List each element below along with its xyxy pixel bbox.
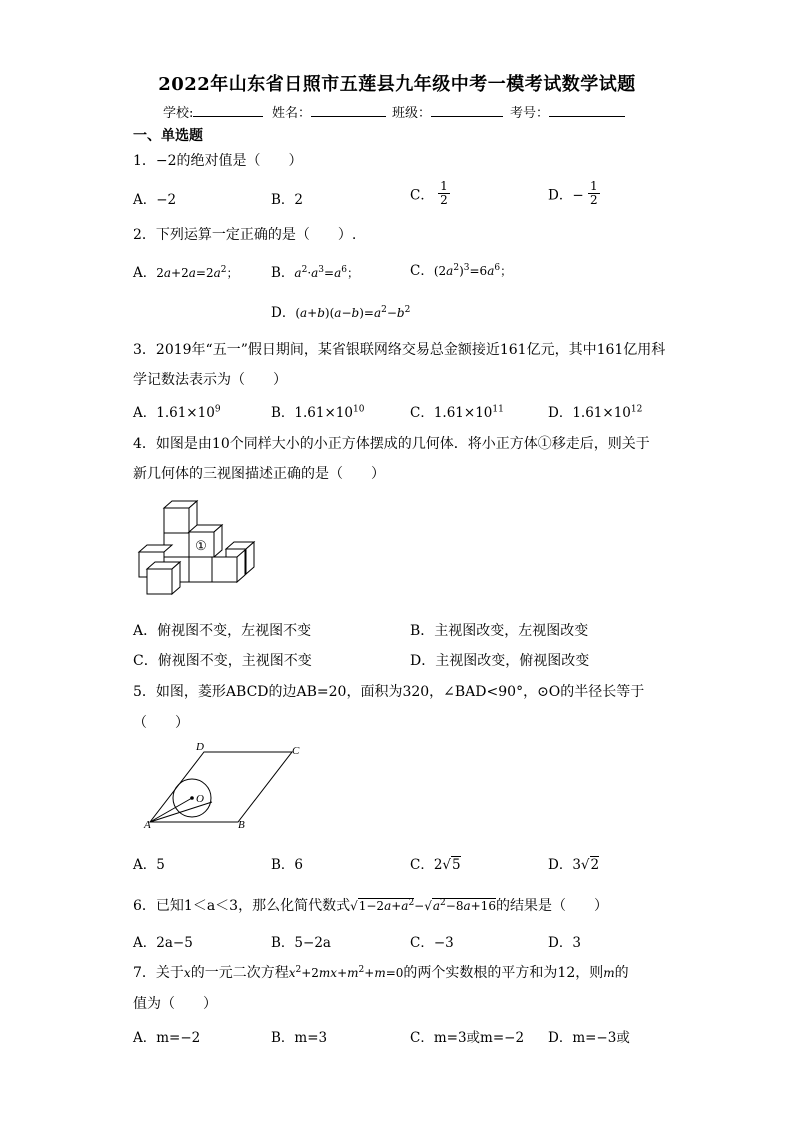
question-2-stem: 2．下列运算一定正确的是（ ）. — [133, 227, 357, 243]
q1-option-c: C． $\frac{1}{2}$ — [410, 179, 448, 208]
q7-option-c: C．m=3或m=−2 — [410, 1030, 525, 1046]
q2-option-d: D．$(a+b)(a-b)=a^2-b^2$ — [271, 305, 411, 321]
q6-option-c: C．−3 — [410, 935, 454, 951]
q4-option-a: A．俯视图不变，左视图不变 — [133, 623, 312, 639]
cube-1-label: ① — [195, 538, 207, 553]
q1-option-d: D．− $\frac{1}{2}$ — [548, 179, 598, 208]
cube-stack-figure — [128, 495, 268, 600]
class-label: 班级： — [392, 106, 432, 121]
question-7-stem-line-1: 7．关于x的一元二次方程$x^2+2mx+m^2+m=0$的两个实数根的平方和为12，则m的 — [133, 965, 629, 981]
school-field — [163, 102, 263, 121]
number-blank — [549, 104, 625, 117]
name-label: 姓名： — [272, 106, 312, 121]
label-c: C — [292, 745, 300, 757]
number-label: 考号： — [510, 106, 550, 121]
q4-option-d: D．主视图改变，俯视图改变 — [410, 653, 590, 669]
section-heading: 一、单选题 — [133, 128, 203, 144]
question-3-stem-line-2: 学记数法表示为（ ） — [133, 372, 287, 388]
q6-option-a: A．2a−5 — [133, 935, 193, 951]
q6-option-d: D．3 — [548, 935, 581, 951]
q3-option-c: C．$1.61\times 10^{11}$ — [410, 404, 504, 421]
q6-expression: $√1-2a+a^2-√a^2-8a+16$ — [350, 898, 496, 913]
q4-option-c: C．俯视图不变，主视图不变 — [133, 653, 312, 669]
q2-option-a: A．$2a+2a=2a^2$； — [133, 265, 239, 281]
label-o: O — [196, 793, 204, 805]
number-field — [510, 102, 625, 121]
class-field — [392, 102, 503, 121]
question-5-stem-line-1: 5．如图，菱形ABCD的边AB=20，面积为320，∠BAD<90°，⊙O的半径长等于 — [133, 684, 645, 700]
question-5-stem-line-2: （ ） — [133, 715, 189, 731]
q3-option-a: A．$1.61\times 10^9$ — [133, 404, 221, 421]
question-3-stem-line-1: 3．2019年“五一”假日期间，某省银联网络交易总金额接近161亿元，其中161亿用科 — [133, 342, 666, 358]
q7-option-d: D．m=−3或 — [548, 1030, 630, 1046]
q3-option-b: B．$1.61\times 10^{10}$ — [271, 404, 365, 421]
school-blank — [193, 104, 263, 117]
name-field — [272, 102, 386, 121]
q5-option-a: A．5 — [133, 857, 165, 873]
q1-option-a: A．−2 — [133, 192, 177, 208]
q5-option-d: D．3√2 — [548, 857, 600, 873]
class-blank — [431, 104, 503, 117]
q3-option-d: D．$1.61\times 10^{12}$ — [548, 404, 643, 421]
q7-option-b: B．m=3 — [271, 1030, 328, 1046]
question-4-stem-line-2: 新几何体的三视图描述正确的是（ ） — [133, 466, 385, 482]
rhombus-figure — [140, 740, 310, 832]
question-6-stem: 6．已知1＜a＜3，那么化简代数式$√1-2a+a^2-√a^2-8a+16$的结果是（ ） — [133, 898, 608, 914]
q1-option-b: B．2 — [271, 192, 304, 208]
question-7-stem-line-2: 值为（ ） — [133, 996, 217, 1012]
q2-option-b: B．$a^2\cdot a^3=a^6$； — [271, 265, 359, 281]
q5-option-c: C．2√5 — [410, 857, 461, 873]
label-a: A — [144, 819, 151, 831]
q2-option-c: C．$(2a^2)^3=6a^6$； — [410, 263, 513, 279]
page-title: 2022年山东省日照市五莲县九年级中考一模考试数学试题 — [158, 74, 636, 95]
q7-option-a: A．m=−2 — [133, 1030, 201, 1046]
name-blank — [311, 104, 386, 117]
question-4-stem-line-1: 4．如图是由10个同样大小的小正方体摆成的几何体．将小正方体①移走后，则关于 — [133, 436, 650, 452]
label-b: B — [238, 819, 245, 831]
question-1-stem: 1．−2的绝对值是（ ） — [133, 153, 303, 169]
school-label: 学校: — [163, 106, 194, 121]
q5-option-b: B．6 — [271, 857, 304, 873]
label-d: D — [196, 741, 204, 753]
q4-option-b: B．主视图改变，左视图改变 — [410, 623, 589, 639]
q6-option-b: B．5−2a — [271, 935, 331, 951]
